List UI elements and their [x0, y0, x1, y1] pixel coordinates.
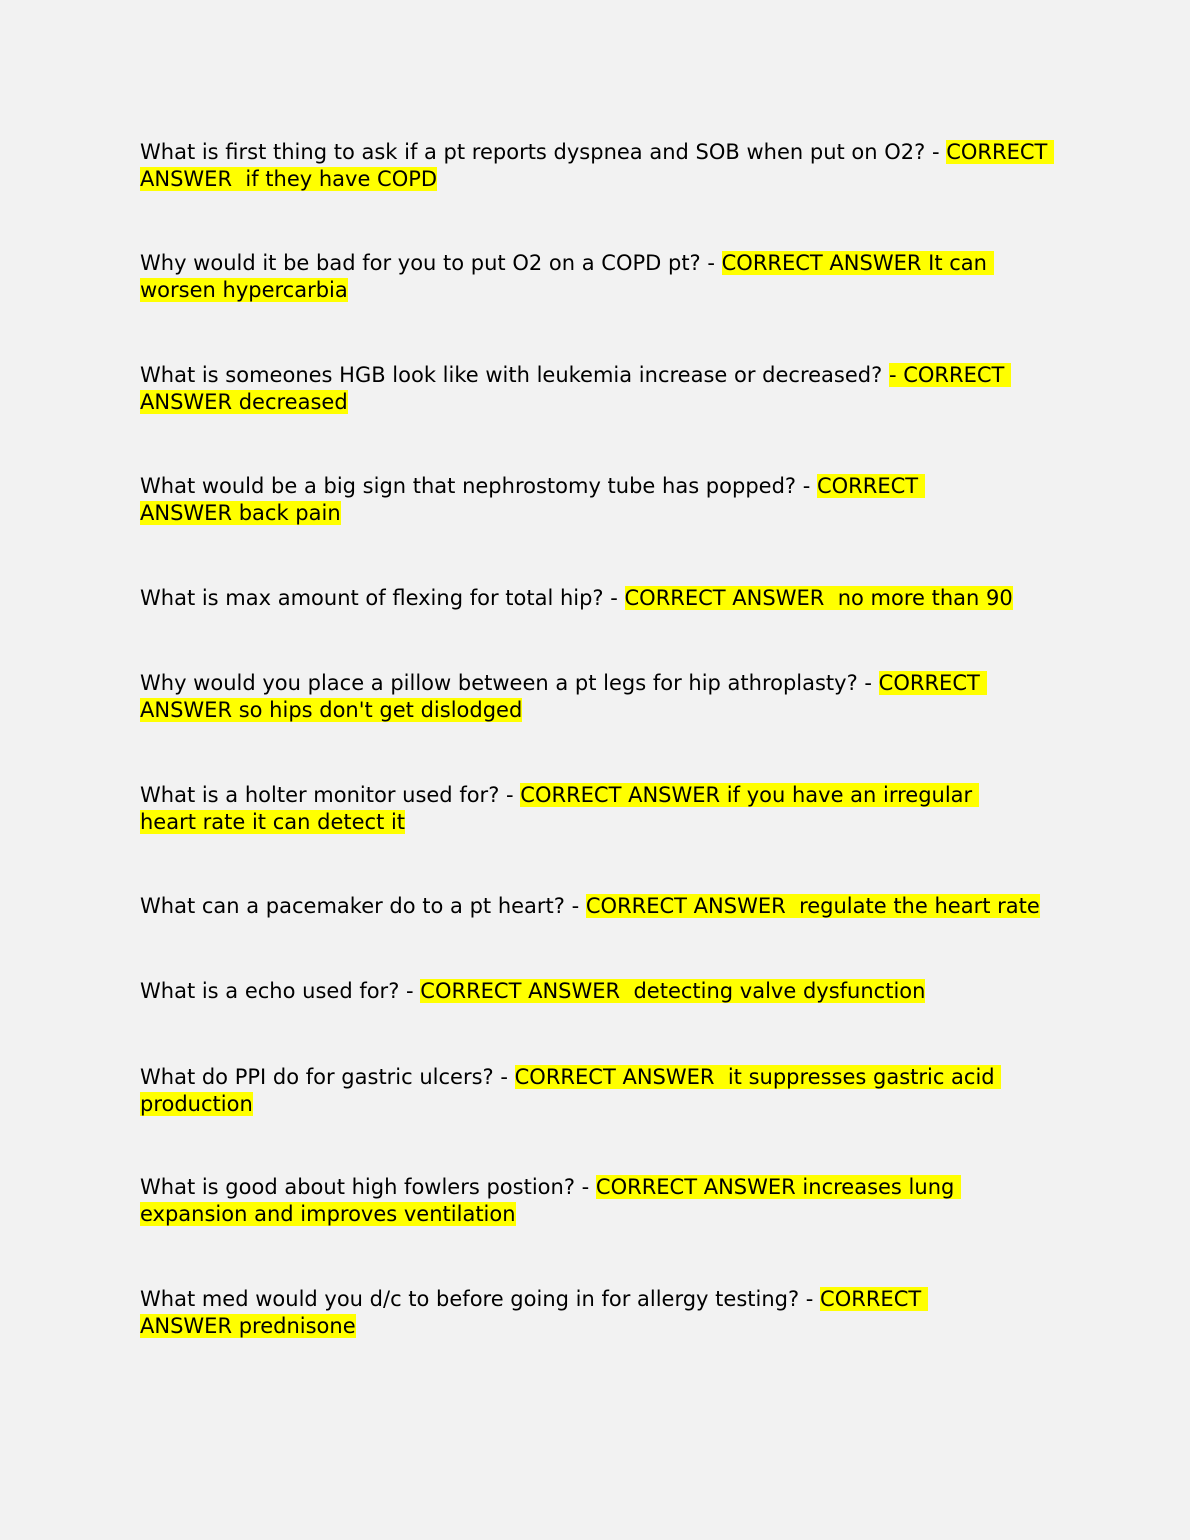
- answer-text: CORRECT ANSWER if they have COPD: [140, 140, 1055, 191]
- question-text: Why would it be bad for you to put O2 on a COPD pt? -: [140, 251, 722, 275]
- qa-item: [140, 1064, 1030, 1117]
- qa-item: [140, 978, 1065, 1005]
- question-text: What is max amount of flexing for total hip? -: [140, 586, 625, 610]
- question-text: What do PPI do for gastric ulcers? -: [140, 1065, 515, 1089]
- qa-item: [140, 250, 1065, 303]
- question-text: What would be a big sign that nephrostomy tube has popped? -: [140, 474, 817, 498]
- answer-text: - CORRECT ANSWER decreased: [140, 363, 1012, 414]
- answer-text: CORRECT ANSWER it suppresses gastric acid production: [140, 1065, 1002, 1116]
- question-text: What is a holter monitor used for? -: [140, 783, 521, 807]
- answer-text: CORRECT ANSWER back pain: [140, 474, 925, 525]
- question-text: Why would you place a pillow between a pt legs for hip athroplasty? -: [140, 671, 879, 695]
- question-text: What med would you d/c to before going in for allergy testing? -: [140, 1287, 821, 1311]
- question-text: What is good about high fowlers postion? -: [140, 1175, 596, 1199]
- answer-text: CORRECT ANSWER detecting valve dysfunction: [420, 979, 926, 1003]
- answer-text: CORRECT ANSWER if you have an irregular heart rate it can detect it: [140, 783, 979, 834]
- qa-item: [140, 362, 1065, 415]
- question-text: What can a pacemaker do to a pt heart? -: [140, 894, 586, 918]
- question-text: What is someones HGB look like with leukemia increase or decreased?: [140, 363, 889, 387]
- qa-item: [140, 670, 1065, 723]
- qa-item: [140, 139, 1065, 192]
- qa-item: [140, 782, 1010, 835]
- qa-item: [140, 893, 1080, 920]
- qa-item: [140, 585, 1065, 612]
- question-text: What is a echo used for? -: [140, 979, 421, 1003]
- answer-text: CORRECT ANSWER regulate the heart rate: [585, 894, 1040, 918]
- answer-text: CORRECT ANSWER no more than 90: [624, 586, 1013, 610]
- qa-item: [140, 1286, 960, 1339]
- qa-item: [140, 1174, 990, 1227]
- question-text: What is first thing to ask if a pt reports dyspnea and SOB when put on O2? -: [140, 140, 947, 164]
- answer-text: CORRECT ANSWER increases lung expansion and improves ventilation: [140, 1175, 962, 1226]
- answer-text: CORRECT ANSWER It can worsen hypercarbia: [140, 251, 994, 302]
- answer-text: CORRECT ANSWER so hips don't get dislodged: [140, 671, 987, 722]
- answer-text: CORRECT ANSWER prednisone: [140, 1287, 928, 1338]
- qa-item: [140, 473, 960, 526]
